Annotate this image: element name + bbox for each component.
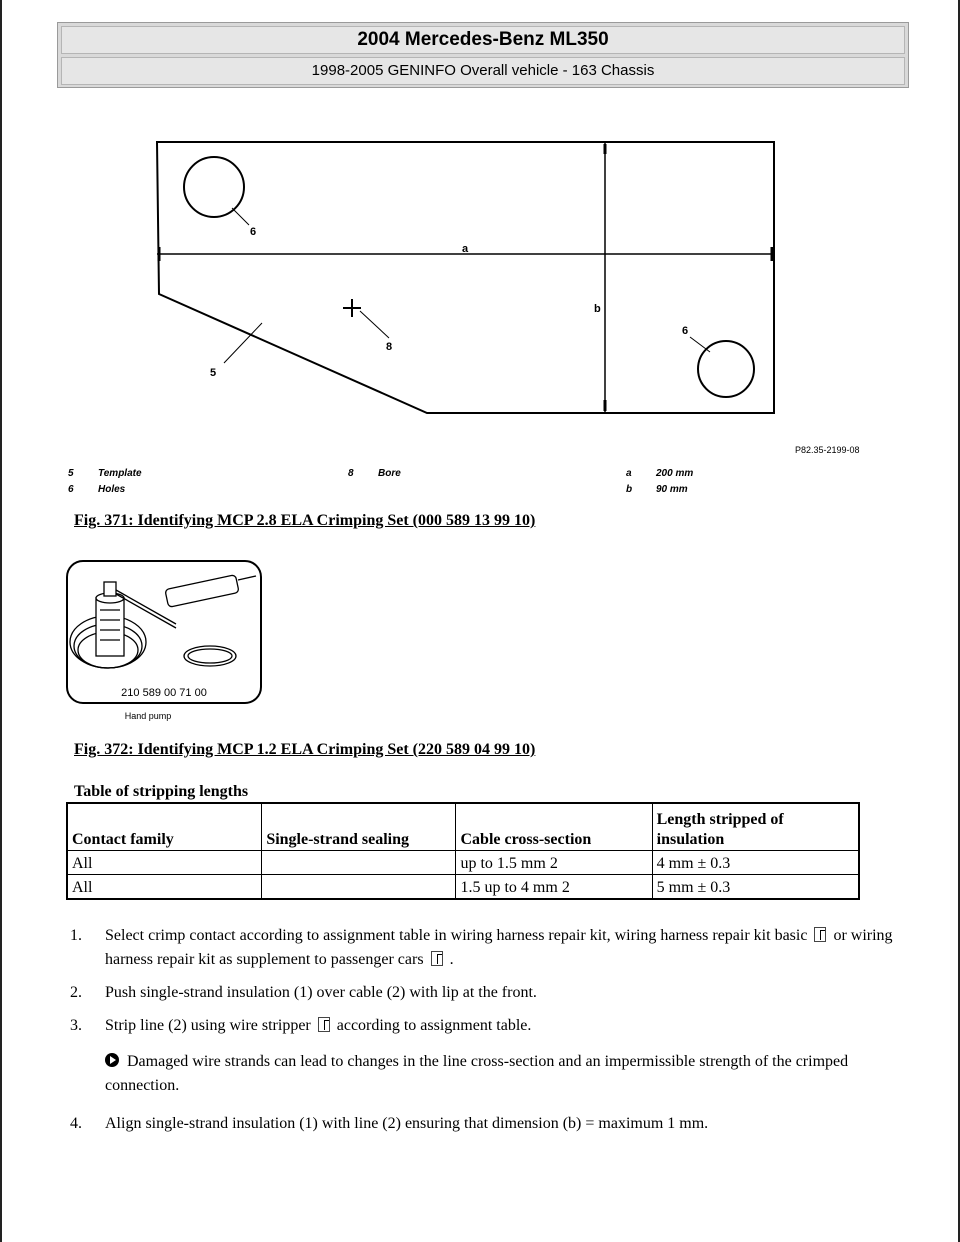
step-4-text: Align single-strand insulation (1) with line (2) ensuring that dimension (b) = maximum 1 mm.: [105, 1115, 709, 1132]
section-subtitle: 1998-2005 GENINFO Overall vehicle - 163 Chassis: [61, 57, 905, 85]
table-row: [67, 875, 859, 900]
template-outline: [157, 142, 774, 413]
table-title: Table of stripping lengths: [74, 783, 249, 800]
step-4: [70, 1112, 900, 1136]
stripping-lengths-table: [66, 802, 860, 900]
callout-dim-a: a: [462, 243, 469, 255]
step-number: 1.: [70, 927, 82, 944]
note-icon: [105, 1053, 119, 1067]
pump-tool-name: Hand pump: [124, 711, 172, 721]
cell-sealing: [262, 851, 456, 875]
vehicle-title: 2004 Mercedes-Benz ML350: [61, 26, 905, 54]
step-3-text-b: according to assignment table.: [336, 1017, 532, 1034]
step-number: 2.: [70, 984, 82, 1001]
reference-link-icon[interactable]: [431, 951, 443, 966]
reference-link-icon[interactable]: [318, 1017, 330, 1032]
callout-holes-top: 6: [250, 226, 257, 238]
step-1-text-a: Select crimp contact according to assignment table in wiring harness repair kit, wiring harness repair kit basic: [105, 927, 808, 944]
step-1-text-b: or wiring harness repair kit as supplement to passenger cars: [105, 927, 893, 968]
legend-key-5: 5: [68, 468, 74, 479]
legend-label-bore: Bore: [378, 468, 401, 479]
step-3-text-a: Strip line (2) using wire stripper: [105, 1017, 311, 1034]
callout-dim-b: b: [594, 303, 601, 315]
page-border-left: [0, 0, 2, 1242]
figure-371-caption: Fig. 371: Identifying MCP 2.8 ELA Crimping Set (000 589 13 99 10): [74, 512, 536, 529]
caution-note: [70, 1050, 900, 1098]
hole-top-left: [184, 157, 244, 217]
legend-value-b: 90 mm: [656, 484, 688, 495]
cell-length: 5 mm ± 0.3: [652, 875, 859, 900]
caution-note-text: Damaged wire strands can lead to changes in the line cross-section and an impermissible strength of the crimped connection.: [105, 1053, 849, 1094]
step-number: 4.: [70, 1115, 82, 1132]
legend-key-8: 8: [348, 468, 354, 479]
cell-cross-section: 1.5 up to 4 mm 2: [456, 875, 652, 900]
callout-template: 5: [210, 367, 217, 379]
reference-link-icon[interactable]: [814, 927, 826, 942]
col-cable-cross-section: Cable cross-section: [456, 803, 652, 851]
table-header-row: [67, 803, 859, 851]
callout-bore: 8: [386, 341, 393, 353]
figure-ref-code: P82.35-2199-08: [795, 445, 860, 455]
step-3: [70, 1014, 900, 1038]
col-single-strand-sealing: Single-strand sealing: [262, 803, 456, 851]
cell-sealing: [262, 875, 456, 900]
figure-372-caption: Fig. 372: Identifying MCP 1.2 ELA Crimping Set (220 589 04 99 10): [74, 741, 536, 758]
legend-label-template: Template: [98, 468, 142, 479]
legend-label-holes: Holes: [98, 484, 126, 495]
document-header: [57, 22, 909, 88]
cell-cross-section: up to 1.5 mm 2: [456, 851, 652, 875]
legend-key-a: a: [626, 468, 632, 479]
legend-value-a: 200 mm: [656, 468, 694, 479]
col-contact-family: Contact family: [67, 803, 262, 851]
procedure-steps: [70, 924, 900, 1145]
cell-contact-family: All: [67, 875, 262, 900]
template-diagram: [62, 130, 882, 498]
step-1-text-c: .: [449, 951, 454, 968]
step-2-text: Push single-strand insulation (1) over cable (2) with lip at the front.: [105, 984, 537, 1001]
step-number: 3.: [70, 1017, 82, 1034]
step-2: [70, 981, 900, 1005]
hand-pump-illustration: [66, 560, 262, 722]
legend-key-b: b: [626, 484, 633, 495]
table-row: [67, 851, 859, 875]
callout-holes-right: 6: [682, 325, 689, 337]
legend-key-6: 6: [68, 484, 74, 495]
cell-contact-family: All: [67, 851, 262, 875]
cell-length: 4 mm ± 0.3: [652, 851, 859, 875]
pump-part-number: 210 589 00 71 00: [121, 687, 207, 699]
step-1: [70, 924, 900, 972]
col-length-stripped: Length stripped of insulation: [652, 803, 859, 851]
